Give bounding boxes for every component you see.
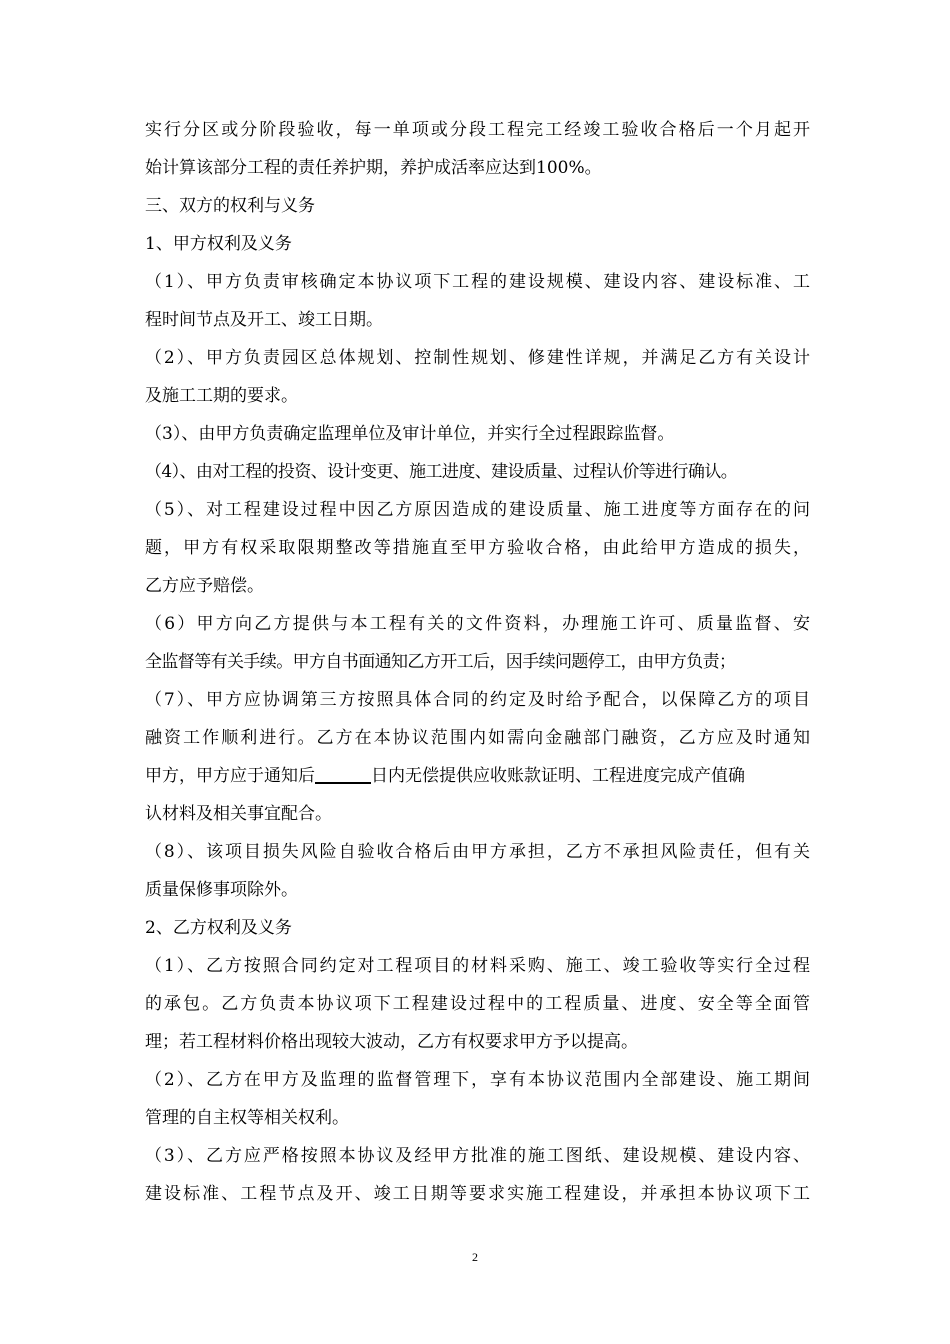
text-line: （2）、乙方在甲方及监理的监督管理下，享有本协议范围内全部建设、施工期间 <box>145 1070 810 1090</box>
text-line: 质量保修事项除外。 <box>145 880 298 900</box>
text-line: 融资工作顺利进行。乙方在本协议范围内如需向金融部门融资，乙方应及时通知 <box>145 728 810 748</box>
text-line: （3）、由甲方负责确定监理单位及审计单位，并实行全过程跟踪监督。 <box>145 424 675 444</box>
subsection-heading: 2、乙方权利及义务 <box>145 918 292 938</box>
text-line: 题，甲方有权采取限期整改等措施直至甲方验收合格，由此给甲方造成的损失， <box>145 538 810 558</box>
text-line: 全监督等有关手续。甲方自书面通知乙方开工后，因手续问题停工，由甲方负责； <box>145 652 736 672</box>
text-line: 的承包。乙方负责本协议项下工程建设过程中的工程质量、进度、安全等全面管 <box>145 994 810 1014</box>
section-heading: 三、双方的权利与义务 <box>145 196 315 216</box>
text-line: 实行分区或分阶段验收，每一单项或分段工程完工经竣工验收合格后一个月起开 <box>145 120 810 140</box>
text-line: 及施工工期的要求。 <box>145 386 298 406</box>
text-segment: 日内无偿提供应收账款证明、工程进度完成产值确 <box>371 766 745 786</box>
text-line: 建设标准、工程节点及开、竣工日期等要求实施工程建设，并承担本协议项下工 <box>145 1184 810 1204</box>
text-segment: 甲方，甲方应于通知后 <box>145 766 315 786</box>
text-line: （1）、乙方按照合同约定对工程项目的材料采购、施工、竣工验收等实行全过程 <box>145 956 810 976</box>
text-line: 乙方应予赔偿。 <box>145 576 264 596</box>
text-line: 管理的自主权等相关权利。 <box>145 1108 349 1128</box>
text-line: （3）、乙方应严格按照本协议及经甲方批准的施工图纸、建设规模、建设内容、 <box>145 1146 810 1166</box>
text-line: （5）、对工程建设过程中因乙方原因造成的建设质量、施工进度等方面存在的问 <box>145 500 810 520</box>
text-line: 理；若工程材料价格出现较大波动，乙方有权要求甲方予以提高。 <box>145 1032 638 1052</box>
text-line: （8）、该项目损失风险自验收合格后由甲方承担，乙方不承担风险责任，但有关 <box>145 842 810 862</box>
text-line: （6）甲方向乙方提供与本工程有关的文件资料，办理施工许可、质量监督、安 <box>145 614 810 634</box>
text-line: （2）、甲方负责园区总体规划、控制性规划、修建性详规，并满足乙方有关设计 <box>145 348 810 368</box>
text-line: （1）、甲方负责审核确定本协议项下工程的建设规模、建设内容、建设标准、工 <box>145 272 810 292</box>
page-number: 2 <box>472 1250 478 1264</box>
text-line: 认材料及相关事宜配合。 <box>145 804 332 824</box>
subsection-heading: 1、甲方权利及义务 <box>145 234 292 254</box>
text-line: （4）、由对工程的投资、设计变更、施工进度、建设质量、过程认价等进行确认。 <box>145 462 738 482</box>
document-body <box>145 111 810 1213</box>
text-line: （7）、甲方应协调第三方按照具体合同的约定及时给予配合，以保障乙方的项目 <box>145 690 810 710</box>
text-line: 始计算该部分工程的责任养护期，养护成活率应达到100%。 <box>145 158 602 178</box>
fill-in-blank <box>315 762 371 784</box>
text-line-with-blank <box>145 757 810 795</box>
text-line: 程时间节点及开工、竣工日期。 <box>145 310 383 330</box>
